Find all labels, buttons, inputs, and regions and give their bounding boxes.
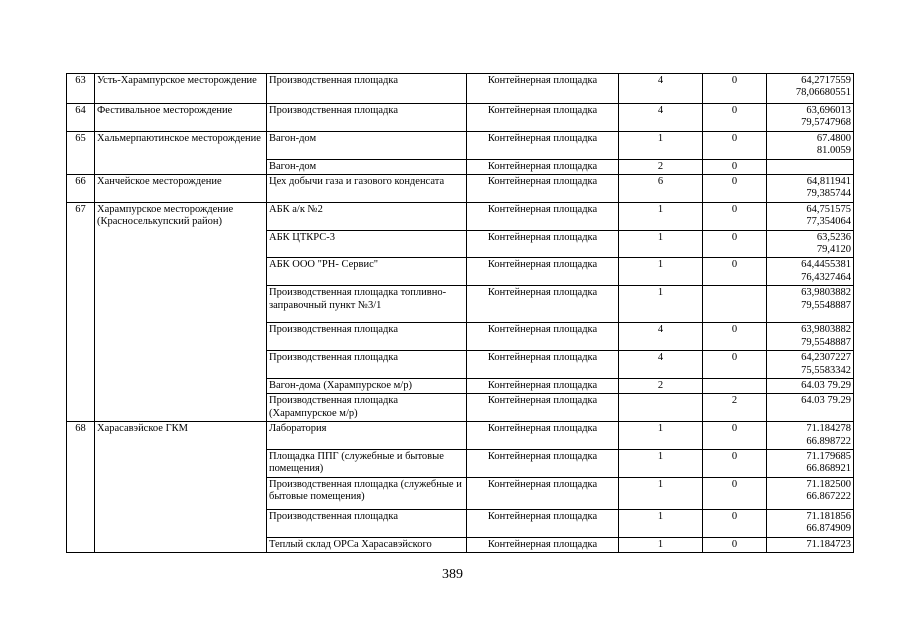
container-count-cell: 1 <box>619 202 703 230</box>
site-type-cell: Контейнерная площадка <box>467 131 619 159</box>
extra-count-cell: 0 <box>703 422 767 450</box>
site-name-cell: Производственная площадка (служебные и бытовые помещения) <box>267 477 467 509</box>
extra-count-cell: 0 <box>703 477 767 509</box>
table-row <box>67 74 854 104</box>
coordinates-cell: 64,4455381 76,4327464 <box>767 258 854 286</box>
coordinates-cell: 71.179685 66.868921 <box>767 449 854 477</box>
extra-count-cell <box>703 286 767 323</box>
container-count-cell: 1 <box>619 477 703 509</box>
site-name-cell: Цех добычи газа и газового конденсата <box>267 175 467 203</box>
site-type-cell: Контейнерная площадка <box>467 286 619 323</box>
container-count-cell: 2 <box>619 159 703 174</box>
container-count-cell: 2 <box>619 378 703 393</box>
site-name-cell: Вагон-дома (Харампурское м/р) <box>267 378 467 393</box>
extra-count-cell: 0 <box>703 351 767 379</box>
site-name-cell: АБК ЦТКРС-3 <box>267 230 467 258</box>
coordinates-cell: 64,2307227 75,5583342 <box>767 351 854 379</box>
extra-count-cell: 0 <box>703 449 767 477</box>
row-number-cell: 63 <box>67 74 95 104</box>
coordinates-cell: 71.181856 66.874909 <box>767 509 854 537</box>
site-name-cell: АБК а/к №2 <box>267 202 467 230</box>
table-row <box>67 202 854 230</box>
container-count-cell: 4 <box>619 104 703 132</box>
extra-count-cell: 0 <box>703 509 767 537</box>
coordinates-cell: 71.184278 66.898722 <box>767 422 854 450</box>
site-name-cell: Лаборатория <box>267 422 467 450</box>
container-count-cell: 4 <box>619 351 703 379</box>
site-type-cell: Контейнерная площадка <box>467 509 619 537</box>
site-type-cell: Контейнерная площадка <box>467 449 619 477</box>
extra-count-cell: 0 <box>703 175 767 203</box>
table-row <box>67 104 854 132</box>
site-name-cell: Производственная площадка топливно-заправочный пункт №3/1 <box>267 286 467 323</box>
field-name-cell: Харампурское месторождение (Красноселькупский район) <box>95 202 267 421</box>
site-type-cell: Контейнерная площадка <box>467 422 619 450</box>
site-type-cell: Контейнерная площадка <box>467 175 619 203</box>
container-count-cell: 1 <box>619 258 703 286</box>
site-type-cell: Контейнерная площадка <box>467 378 619 393</box>
field-name-cell: Усть-Харампурское месторождение <box>95 74 267 104</box>
site-name-cell: Вагон-дом <box>267 159 467 174</box>
coordinates-cell: 71.182500 66.867222 <box>767 477 854 509</box>
container-count-cell: 4 <box>619 323 703 351</box>
site-name-cell: АБК ООО "РН- Сервис" <box>267 258 467 286</box>
container-count-cell: 1 <box>619 230 703 258</box>
coordinates-cell: 64.03 79.29 <box>767 394 854 422</box>
extra-count-cell: 0 <box>703 104 767 132</box>
coordinates-cell <box>767 159 854 174</box>
coordinates-cell: 63,696013 79,5747968 <box>767 104 854 132</box>
extra-count-cell: 0 <box>703 131 767 159</box>
container-count-cell: 1 <box>619 449 703 477</box>
table-row <box>67 422 854 450</box>
coordinates-cell: 64,2717559 78,06680551 <box>767 74 854 104</box>
coordinates-cell: 64.03 79.29 <box>767 378 854 393</box>
container-count-cell: 1 <box>619 422 703 450</box>
site-name-cell: Теплый склад ОРСа Харасавэйского <box>267 537 467 552</box>
site-type-cell: Контейнерная площадка <box>467 477 619 509</box>
extra-count-cell: 0 <box>703 323 767 351</box>
site-type-cell: Контейнерная площадка <box>467 230 619 258</box>
site-type-cell: Контейнерная площадка <box>467 104 619 132</box>
coordinates-cell: 71.184723 <box>767 537 854 552</box>
coordinates-cell: 63,9803882 79,5548887 <box>767 323 854 351</box>
site-type-cell: Контейнерная площадка <box>467 323 619 351</box>
table-row <box>67 175 854 203</box>
extra-count-cell: 0 <box>703 74 767 104</box>
table-row <box>67 131 854 159</box>
coordinates-cell: 63,5236 79,4120 <box>767 230 854 258</box>
extra-count-cell: 2 <box>703 394 767 422</box>
site-name-cell: Производственная площадка <box>267 509 467 537</box>
container-count-cell: 1 <box>619 509 703 537</box>
extra-count-cell <box>703 378 767 393</box>
site-name-cell: Производственная площадка <box>267 351 467 379</box>
container-count-cell: 1 <box>619 131 703 159</box>
extra-count-cell: 0 <box>703 258 767 286</box>
waste-sites-table <box>66 73 854 553</box>
site-type-cell: Контейнерная площадка <box>467 202 619 230</box>
row-number-cell: 66 <box>67 175 95 203</box>
site-type-cell: Контейнерная площадка <box>467 258 619 286</box>
container-count-cell: 6 <box>619 175 703 203</box>
coordinates-cell: 64,811941 79,385744 <box>767 175 854 203</box>
coordinates-cell: 64,751575 77,354064 <box>767 202 854 230</box>
row-number-cell: 65 <box>67 131 95 174</box>
site-type-cell: Контейнерная площадка <box>467 159 619 174</box>
extra-count-cell: 0 <box>703 230 767 258</box>
field-name-cell: Хальмерпаютинское месторождение <box>95 131 267 174</box>
container-count-cell <box>619 394 703 422</box>
field-name-cell: Фестивальное месторождение <box>95 104 267 132</box>
field-name-cell: Ханчейское месторождение <box>95 175 267 203</box>
row-number-cell: 68 <box>67 422 95 553</box>
row-number-cell: 64 <box>67 104 95 132</box>
site-name-cell: Производственная площадка <box>267 74 467 104</box>
site-type-cell: Контейнерная площадка <box>467 394 619 422</box>
field-name-cell: Харасавэйское ГКМ <box>95 422 267 553</box>
coordinates-cell: 63,9803882 79,5548887 <box>767 286 854 323</box>
coordinates-cell: 67.4800 81.0059 <box>767 131 854 159</box>
extra-count-cell: 0 <box>703 202 767 230</box>
page-number: 389 <box>442 567 463 582</box>
site-name-cell: Производственная площадка <box>267 104 467 132</box>
container-count-cell: 1 <box>619 286 703 323</box>
container-count-cell: 4 <box>619 74 703 104</box>
row-number-cell: 67 <box>67 202 95 421</box>
extra-count-cell: 0 <box>703 159 767 174</box>
site-name-cell: Производственная площадка <box>267 323 467 351</box>
site-name-cell: Производственная площадка (Харампурское м/р) <box>267 394 467 422</box>
container-count-cell: 1 <box>619 537 703 552</box>
site-name-cell: Площадка ППГ (служебные и бытовые помещения) <box>267 449 467 477</box>
extra-count-cell: 0 <box>703 537 767 552</box>
site-type-cell: Контейнерная площадка <box>467 537 619 552</box>
site-type-cell: Контейнерная площадка <box>467 351 619 379</box>
site-name-cell: Вагон-дом <box>267 131 467 159</box>
site-type-cell: Контейнерная площадка <box>467 74 619 104</box>
